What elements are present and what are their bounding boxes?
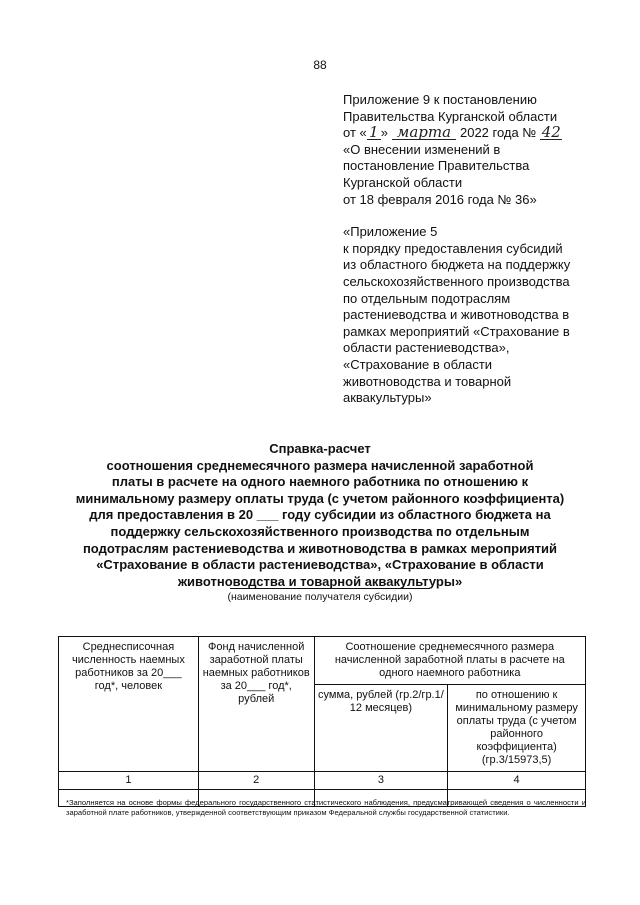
appendix-date-line [343,125,613,142]
title-line: подотраслям растениеводства и животноводства в рамках мероприятий [82,540,558,556]
appendix-line: постановление Правительства [343,158,530,174]
date-prefix: от « [343,125,367,141]
page-number: 88 [313,58,327,72]
title-line: «Страхование в области растениеводства», «Страхование в области [96,557,544,573]
appendix-ref-line: к порядку предоставления субсидий [343,240,563,256]
appendix-ref-line: животноводства и товарной [343,373,512,389]
spacer [343,208,613,224]
date-year: 2022 года № [459,125,537,141]
header-cell-employees: Среднесписочная численность наемных работников за 20___ год*, человек [59,637,199,772]
date-mid: » [380,125,388,141]
handwritten-number: 42 [541,123,561,142]
appendix-line: Приложение 9 к постановлению [343,92,537,107]
footnote: *Заполняется на основе формы федерального государственного статистического наблюдения, предусматривающей сведения о численности и заработной плате работников, утвержденной соответствующим приказом Федеральной службы государственной статистики. [66,798,586,817]
calculation-table [58,636,586,807]
appendix-ref-line: «Приложение 5 [343,224,438,240]
title-line: для предоставления в 20 ___ году субсидии из областного бюджета на [89,507,551,523]
title-line: минимальному размеру оплаты труда (с учетом районного коэффициента) [75,490,565,506]
recipient-field [64,588,576,603]
header-cell-mrot: по отношению к минимальному размеру оплаты труда (с учетом районного коэффициента) (гр.3/15973,5) [448,685,586,772]
column-number: 1 [59,772,199,790]
appendix-ref-line: «Страхование в области [343,356,493,372]
title-line: платы в расчете на одного наемного работника по отношению к [111,474,529,490]
appendix-ref-line: из областного бюджета на поддержку [343,257,571,273]
appendix-line: «О внесении изменений в [343,141,501,157]
appendix-ref-line: рамках мероприятий «Страхование в [343,323,570,339]
handwritten-month: марта [392,125,456,140]
title-line: животноводства и товарной аквакультуры» [177,573,463,589]
column-number: 3 [314,772,448,790]
column-number: 2 [198,772,314,790]
appendix-ref-line: по отдельным подотраслям [343,290,511,306]
appendix-line: Курганской области [343,174,463,190]
title-line: соотношения среднемесячного размера начисленной заработной [106,457,534,473]
appendix-ref-line: аквакультуры» [343,390,432,406]
recipient-line [230,588,430,589]
table-numbering-row [59,772,586,790]
appendix-header [343,92,613,407]
title-line: Справка-расчет [269,441,371,456]
document-title [64,441,576,590]
appendix-ref-line: области растениеводства», [343,340,510,356]
header-cell-payroll: Фонд начисленной заработной платы наемных работников за 20___ год*, рублей [198,637,314,772]
appendix-ref-line: сельскохозяйственного производства [343,273,570,289]
handwritten-day: 1 [367,125,381,140]
column-number: 4 [448,772,586,790]
recipient-caption: (наименование получателя субсидии) [227,591,413,603]
title-line: поддержку сельскохозяйственного производства по отдельным [110,523,530,539]
table-header-row [59,637,586,685]
appendix-ref-line: растениеводства и животноводства в [343,307,570,323]
header-cell-sum: сумма, рублей (гр.2/гр.1/ 12 месяцев) [314,685,448,772]
appendix-line: Правительства Курганской области [343,108,558,124]
header-cell-ratio: Соотношение среднемесячного размера начисленной заработной платы в расчете на одного наемного работника [314,637,585,685]
appendix-line: от 18 февраля 2016 года № 36» [343,191,537,207]
